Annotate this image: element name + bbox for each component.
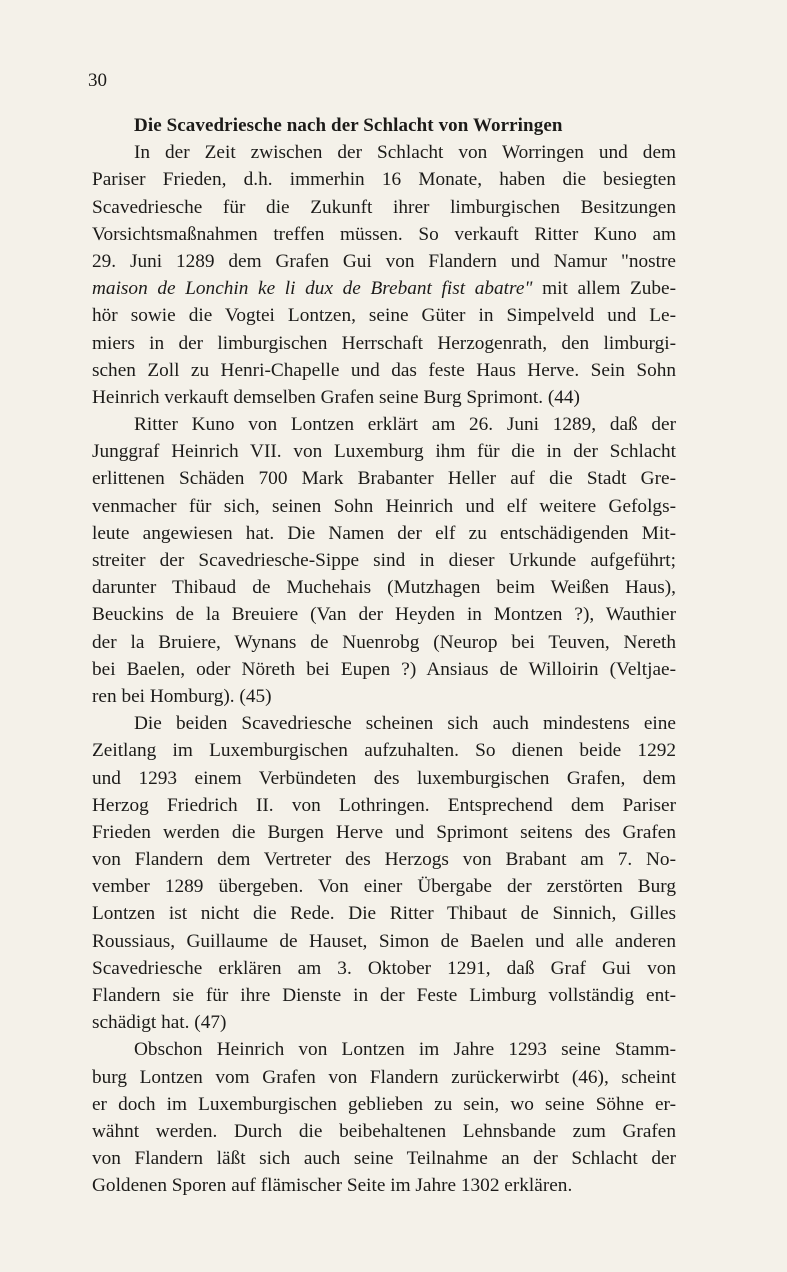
text-line: burg Lontzen vom Grafen von Flandern zurückerwirbt (46), scheint <box>92 1066 676 1088</box>
text-line: vember 1289 übergeben. Von einer Übergabe der zerstörten Burg <box>92 876 676 898</box>
text-line: darunter Thibaud de Muchehais (Mutzhagen beim Weißen Haus), <box>92 577 676 599</box>
text-line: schen Zoll zu Henri-Chapelle und das feste Haus Herve. Sein Sohn <box>92 359 676 381</box>
text-line: Vorsichtsmaßnahmen treffen müssen. So verkauft Ritter Kuno am <box>92 223 676 245</box>
text-line: Heinrich verkauft demselben Grafen seine Burg Sprimont. (44) <box>92 386 580 408</box>
text-line: miers in der limburgischen Herrschaft Herzogenrath, den limburgi- <box>92 332 676 354</box>
text-line: Zeitlang im Luxemburgischen aufzuhalten. So dienen beide 1292 <box>92 740 676 762</box>
text-line: Ritter Kuno von Lontzen erklärt am 26. Juni 1289, daß der <box>134 414 676 436</box>
paragraph <box>92 411 676 710</box>
text-line: Herzog Friedrich II. von Lothringen. Entsprechend dem Pariser <box>92 794 676 816</box>
text-line: und 1293 einem Verbündeten des luxemburgischen Grafen, dem <box>92 767 676 789</box>
text-line: Pariser Frieden, d.h. immerhin 16 Monate, haben die besiegten <box>92 169 676 191</box>
text-line: Lontzen ist nicht die Rede. Die Ritter Thibaut de Sinnich, Gilles <box>92 903 676 925</box>
text-line: Scavedriesche für die Zukunft ihrer limburgischen Besitzungen <box>92 196 676 218</box>
italic-quote: maison de Lonchin ke li dux de Brebant fist abatre" <box>92 278 533 300</box>
text-line: bei Baelen, oder Nöreth bei Eupen ?) Ansiaus de Willoirin (Veltjae- <box>92 658 676 680</box>
text-line: ren bei Homburg). (45) <box>92 685 272 707</box>
text-line: In der Zeit zwischen der Schlacht von Worringen und dem <box>134 142 676 164</box>
text-line: Goldenen Sporen auf flämischer Seite im Jahre 1302 erklären. <box>92 1175 573 1197</box>
page-number: 30 <box>88 70 107 91</box>
section-heading: Die Scavedriesche nach der Schlacht von Worringen <box>134 115 563 136</box>
text-line: 29. Juni 1289 dem Grafen Gui von Flandern und Namur "nostre <box>92 250 676 272</box>
text-line: Frieden werden die Burgen Herve und Sprimont seitens des Grafen <box>92 821 676 843</box>
paragraph <box>92 710 676 1036</box>
text-line: von Flandern dem Vertreter des Herzogs von Brabant am 7. No- <box>92 849 676 871</box>
text-line: Roussiaus, Guillaume de Hauset, Simon de Baelen und alle anderen <box>92 930 676 952</box>
text-line: Beuckins de la Breuiere (Van der Heyden in Montzen ?), Wauthier <box>92 604 676 626</box>
paragraph <box>92 139 676 411</box>
text-line: Scavedriesche erklären am 3. Oktober 1291, daß Graf Gui von <box>92 957 676 979</box>
text-line: Die beiden Scavedriesche scheinen sich auch mindestens eine <box>134 713 676 735</box>
text-line: er doch im Luxemburgischen geblieben zu sein, wo seine Söhne er- <box>92 1093 676 1115</box>
text-line: hör sowie die Vogtei Lontzen, seine Güter in Simpelveld und Le- <box>92 305 676 327</box>
text-line: venmacher für sich, seinen Sohn Heinrich und elf weitere Gefolgs- <box>92 495 676 517</box>
page-content <box>92 112 676 1200</box>
text-line: der la Bruiere, Wynans de Nuenrobg (Neurop bei Teuven, Nereth <box>92 631 676 653</box>
text-line: leute angewiesen hat. Die Namen der elf zu entschädigenden Mit- <box>92 522 676 544</box>
text-line: erlittenen Schäden 700 Mark Brabanter Heller auf die Stadt Gre- <box>92 468 676 490</box>
text-line: streiter der Scavedriesche-Sippe sind in dieser Urkunde aufgeführt; <box>92 550 676 572</box>
text-line <box>92 275 676 302</box>
text-line: Junggraf Heinrich VII. von Luxemburg ihm für die in der Schlacht <box>92 441 676 463</box>
text-run: mit allem Zube- <box>532 278 676 300</box>
text-line: Flandern sie für ihre Dienste in der Feste Limburg vollständig ent- <box>92 985 676 1007</box>
text-line: schädigt hat. (47) <box>92 1012 227 1034</box>
text-line: wähnt werden. Durch die beibehaltenen Lehnsbande zum Grafen <box>92 1120 676 1142</box>
text-line: von Flandern läßt sich auch seine Teilnahme an der Schlacht der <box>92 1148 676 1170</box>
text-line: Obschon Heinrich von Lontzen im Jahre 1293 seine Stamm- <box>134 1039 676 1061</box>
paragraph <box>92 1036 676 1199</box>
